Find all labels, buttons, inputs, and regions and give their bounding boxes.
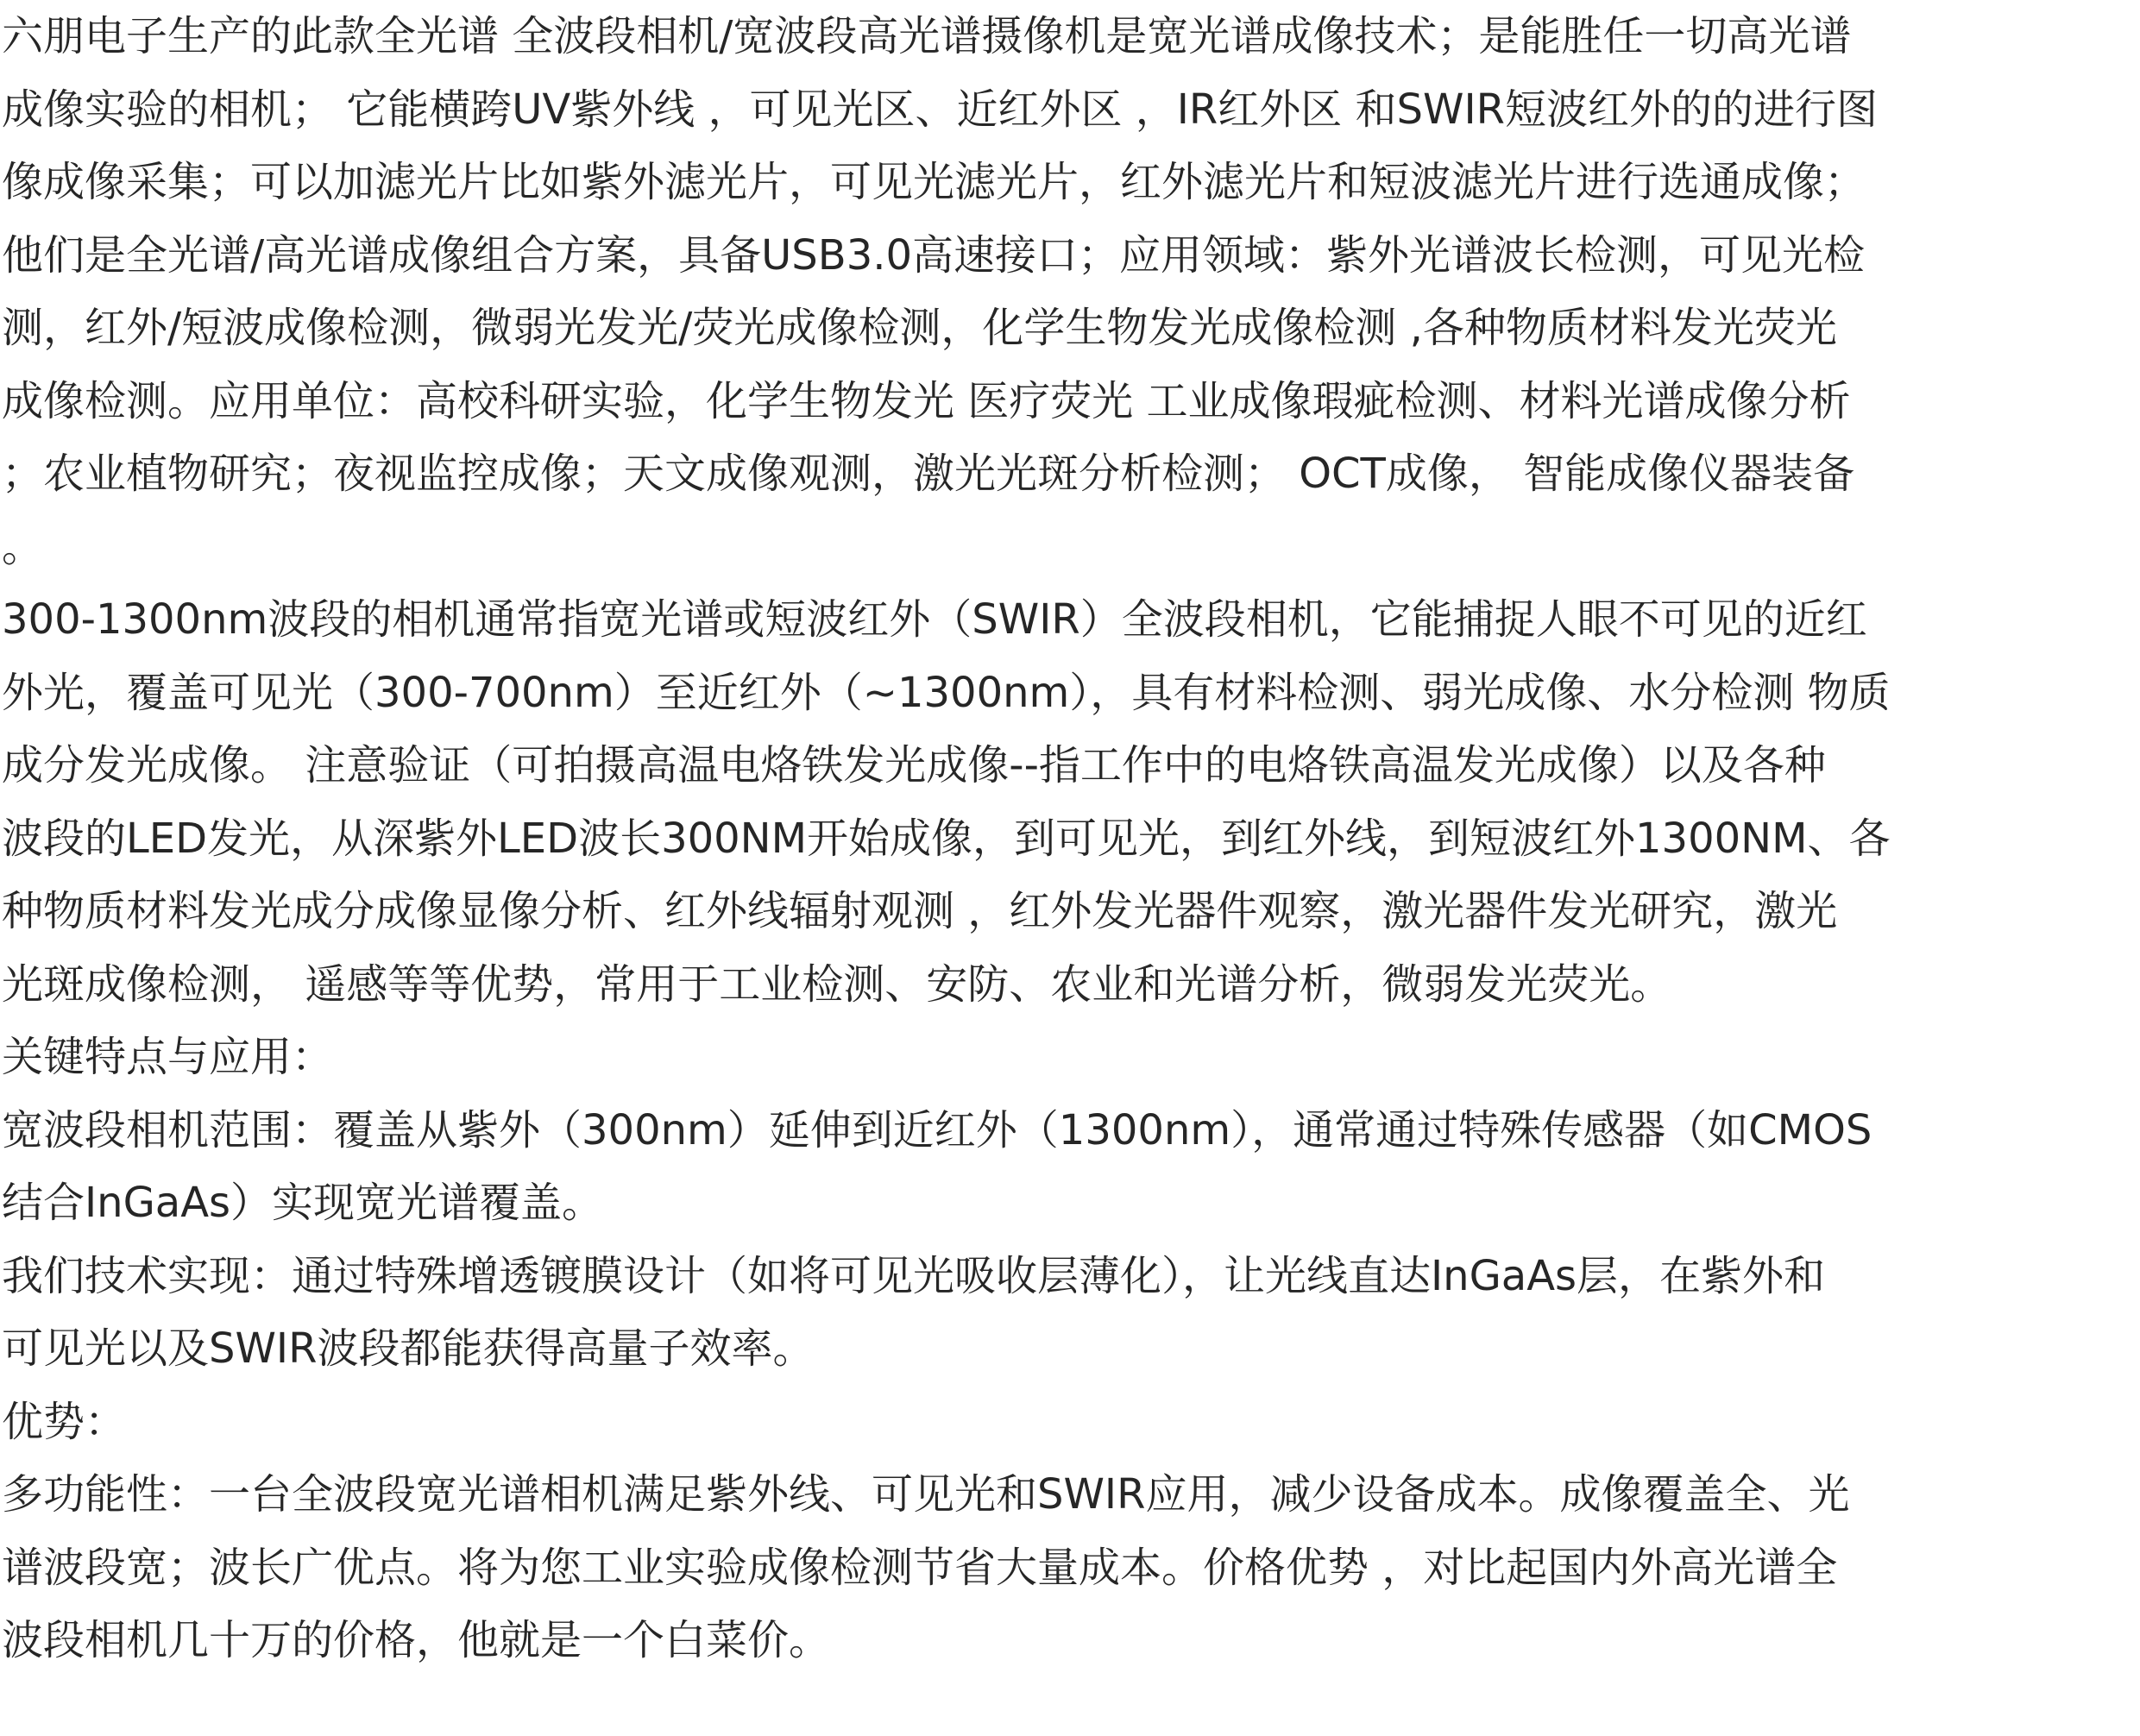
text-line: 种物质材料发光成分成像显像分析、红外线辐射观测 ，红外发光器件观察，激光器件发光研究，激光 — [2, 887, 1838, 935]
text-line: 成像检测。应用单位：高校科研实验，化学生物发光 医疗荧光 工业成像瑕疵检测、材料光谱成像分析 — [2, 376, 1851, 425]
intro-paragraph — [0, 0, 2140, 583]
text-line: 结合InGaAs）实现宽光谱覆盖。 — [2, 1179, 604, 1227]
text-line: 。 — [2, 522, 44, 571]
text-line: 波段的LED发光，从深紫外LED波长300NM开始成像，到可见光，到红外线，到短波红外1300NM、各 — [2, 814, 1891, 863]
advantages-heading — [0, 1386, 2140, 1459]
text-line: 可见光以及SWIR波段都能获得高量子效率。 — [2, 1324, 815, 1373]
multifunction-paragraph — [0, 1458, 2140, 1677]
text-line: 像成像采集；可以加滤光片比如紫外滤光片，可见光滤光片，红外滤光片和短波滤光片进行选通成像； — [2, 158, 1866, 206]
section-heading: 关键特点与应用： — [2, 1033, 334, 1081]
tech-paragraph — [0, 1240, 2140, 1386]
text-line: 宽波段相机范围：覆盖从紫外（300nm）延伸到近红外（1300nm），通常通过特殊传感器（如CMOS — [2, 1105, 1872, 1154]
text-line: 300-1300nm波段的相机通常指宽光谱或短波红外（SWIR）全波段相机，它能捕捉人眼不可见的近红 — [2, 595, 1867, 644]
section-heading: 优势： — [2, 1397, 127, 1446]
text-line: 六朋电子生产的此款全光谱 全波段相机/宽波段高光谱摄像机是宽光谱成像技术；是能胜任一切高光谱 — [2, 12, 1852, 60]
text-line: 谱波段宽；波长广优点。将为您工业实验成像检测节省大量成本。价格优势 ，对比起国内外高光谱全 — [2, 1543, 1838, 1592]
text-line: 波段相机几十万的价格，他就是一个白菜价。 — [2, 1616, 831, 1664]
range-paragraph — [0, 1094, 2140, 1240]
text-line: 我们技术实现：通过特殊增透镀膜设计（如将可见光吸收层薄化），让光线直达InGaAs层，在紫外和 — [2, 1251, 1826, 1300]
text-line: ；农业植物研究；夜视监控成像；天文成像观测，激光光斑分析检测； OCT成像， 智能成像仪器装备 — [2, 450, 1855, 498]
text-line: 成分发光成像。 注意验证（可拍摄高温电烙铁发光成像--指工作中的电烙铁高温发光成像）以及各种 — [2, 741, 1826, 789]
text-line: 他们是全光谱/高光谱成像组合方案，具备USB3.0高速接口；应用领域：紫外光谱波长检测，可见光检 — [2, 230, 1866, 280]
features-heading — [0, 1021, 2140, 1094]
text-line: 测，红外/短波成像检测，微弱光发光/荧光成像检测，化学生物发光成像检测 ,各种物质材料发光荧光 — [2, 304, 1837, 352]
text-line: 外光，覆盖可见光（300-700nm）至近红外（~1300nm），具有材料检测、弱光成像、水分检测 物质 — [2, 668, 1891, 717]
band-paragraph — [0, 583, 2140, 1021]
text-line: 成像实验的相机； 它能横跨UV紫外线 ，可见光区、近红外区 ，IR红外区 和SWIR短波红外的的进行图 — [2, 85, 1878, 134]
text-line: 光斑成像检测， 遥感等等优势，常用于工业检测、安防、农业和光谱分析，微弱发光荧光。 — [2, 959, 1672, 1009]
text-line: 多功能性：一台全波段宽光谱相机满足紫外线、可见光和SWIR应用，减少设备成本。成像覆盖全、光 — [2, 1470, 1850, 1519]
